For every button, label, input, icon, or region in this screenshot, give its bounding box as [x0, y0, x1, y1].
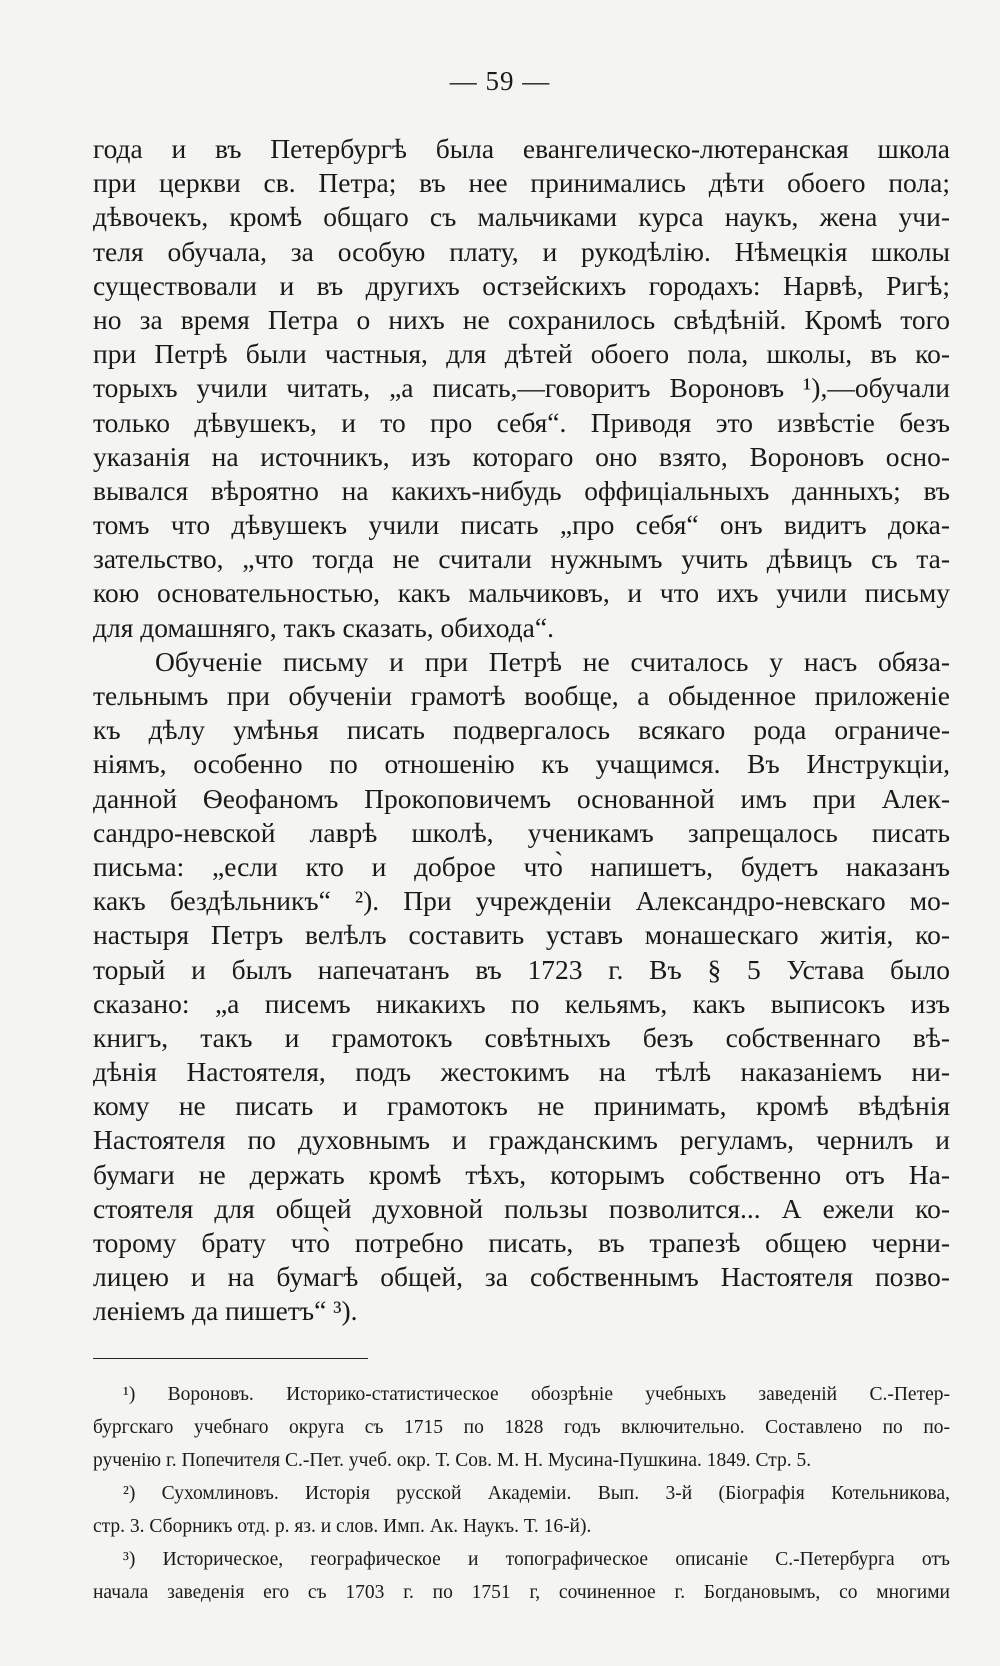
- footnotes: [93, 1378, 950, 1609]
- text-line: леніемъ да пишетъ“ ³).: [93, 1295, 358, 1327]
- text-line: но за время Петра о нихъ не сохранилось свѣдѣній. Кромѣ того: [93, 303, 950, 335]
- text-line: лицею и на бумагѣ общей, за собственнымъ Настоятеля позво-: [93, 1261, 950, 1293]
- text-line: для домашняго, такъ сказать, обихода“.: [93, 611, 554, 643]
- footnote-line: ¹) Вороновъ. Историко-статистическое обозрѣніе учебныхъ заведеній С.-Петер-: [123, 1384, 950, 1405]
- text-line: письма: „если кто и доброе что̀ напишетъ, будетъ наказанъ: [93, 850, 950, 882]
- text-line: бумаги не держать кромѣ тѣхъ, которымъ собственно отъ На-: [93, 1158, 950, 1190]
- text-line: стоятеля для общей духовной пользы позволится... А ежели ко-: [93, 1192, 950, 1224]
- footnote-line: ²) Сухомлиновъ. Исторія русской Академіи. Вып. 3-й (Біографія Котельникова,: [123, 1483, 950, 1504]
- footnote-line: стр. 3. Сборникъ отд. р. яз. и слов. Имп. Ак. Наукъ. Т. 16-й).: [93, 1516, 592, 1537]
- text-line: торому брату что̀ потребно писать, въ трапезѣ общею черни-: [93, 1227, 950, 1258]
- text-line: существовали и въ другихъ остзейскихъ городахъ: Нарвѣ, Ригѣ;: [93, 269, 950, 301]
- text-line: тельнымъ при обученіи грамотѣ вообще, а обыденное приложеніе: [93, 680, 950, 711]
- text-line: при церкви св. Петра; въ нее принимались дѣти обоего пола;: [93, 167, 950, 199]
- text-line: сказано: „а писемъ никакихъ по кельямъ, какъ выписокъ изъ: [93, 987, 950, 1019]
- footnote-line: ³) Историческое, географическое и топографическое описаніе С.-Петербурга отъ: [123, 1549, 950, 1570]
- text-line: только дѣвушекъ, и то про себя“. Приводя это извѣстіе безъ: [93, 406, 950, 438]
- text-line: томъ что дѣвушекъ учили писать „про себя“ онъ видитъ дока-: [93, 509, 950, 541]
- text-line: при Петрѣ были частныя, для дѣтей обоего пола, школы, въ ко-: [93, 338, 950, 370]
- text-line: торыхъ учили читать, „а писать,—говоритъ Вороновъ ¹),—обучали: [93, 372, 950, 404]
- text-line: указанія на источникъ, изъ котораго оно взято, Вороновъ осно-: [93, 440, 950, 472]
- text-line: книгъ, такъ и грамотокъ совѣтныхъ безъ собственнаго вѣ-: [93, 1021, 950, 1053]
- text-line: Настоятеля по духовнымъ и гражданскимъ регуламъ, чернилъ и: [93, 1124, 950, 1156]
- paragraph-start-line: Обученіе письму и при Петрѣ не считалось у насъ обяза-: [155, 645, 950, 677]
- text-line: дѣвочекъ, кромѣ общаго съ мальчиками курса наукъ, жена учи-: [93, 201, 950, 233]
- text-line: кою основательностью, какъ мальчиковъ, и что ихъ учили письму: [93, 577, 950, 609]
- text-line: зательство, „что тогда не считали нужнымъ учить дѣвицъ съ та-: [93, 543, 950, 575]
- footnote-divider: [93, 1358, 368, 1359]
- text-line: теля обучала, за особую плату, и рукодѣлію. Нѣмецкія школы: [93, 235, 950, 267]
- page-number: — 59 —: [449, 66, 551, 96]
- text-line: вывался вѣроятно на какихъ-нибудь оффиціальныхъ данныхъ; въ: [93, 474, 950, 506]
- footnote-line: бургскаго учебнаго округа съ 1715 по 1828 годъ включительно. Составлено по по-: [93, 1417, 950, 1438]
- text-line: кому не писать и грамотокъ не принимать, кромѣ вѣдѣнія: [93, 1090, 950, 1122]
- text-line: ніямъ, особенно по отношенію къ учащимся. Въ Инструкціи,: [93, 748, 950, 780]
- text-line: данной Ѳеофаномъ Прокоповичемъ основанной имъ при Алек-: [93, 782, 950, 814]
- text-line: торый и былъ напечатанъ въ 1723 г. Въ § 5 Устава было: [93, 953, 950, 985]
- footnote-line: начала заведенія его съ 1703 г. по 1751 г, сочиненное г. Богдановымъ, со многими: [93, 1582, 950, 1603]
- text-line: настыря Петръ велѣлъ составить уставъ монашескаго житія, ко-: [93, 919, 950, 951]
- text-line: какъ бездѣльникъ“ ²). При учрежденіи Александро-невскаго мо-: [93, 885, 950, 917]
- text-line: сандро-невской лаврѣ школѣ, ученикамъ запрещалось писать: [93, 816, 950, 848]
- footnote-line: рученію г. Попечителя С.-Пет. учеб. окр. Т. Сов. М. Н. Мусина-Пушкина. 1849. Стр. 5.: [93, 1450, 812, 1471]
- main-text: [93, 132, 950, 1329]
- text-line: къ дѣлу умѣнья писать подвергалось всякаго рода ограниче-: [93, 714, 950, 746]
- text-line: дѣнія Настоятеля, подъ жестокимъ на тѣлѣ наказаніемъ ни-: [93, 1056, 950, 1088]
- text-line: года и въ Петербургѣ была евангелическо-лютеранская школа: [93, 133, 950, 164]
